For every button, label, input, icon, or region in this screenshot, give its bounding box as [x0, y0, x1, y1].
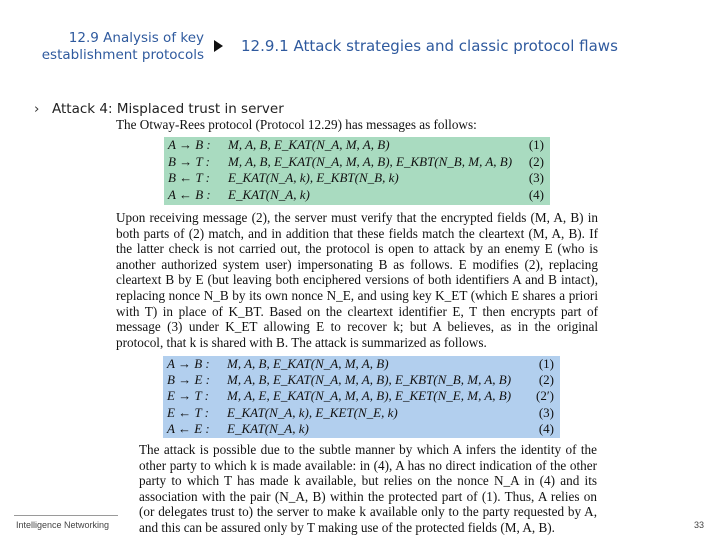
footer-text: Intelligence Networking: [16, 520, 110, 530]
message-row: [164, 187, 550, 204]
message-number: (4): [538, 420, 554, 436]
message-content: M, A, B, E_KAT(N_A, M, A, B), E_KBT(N_B, M, A, B): [227, 372, 512, 388]
message-content: M, A, B, E_KAT(N_A, M, A, B), E_KBT(N_B, M, A, B): [228, 153, 513, 169]
message-row: [163, 372, 560, 388]
message-number: (3): [538, 404, 554, 420]
message-direction: A ← B :: [168, 186, 211, 202]
message-direction: E → T :: [167, 388, 210, 404]
triangle-right-icon: [214, 40, 223, 52]
message-number: (2′): [535, 388, 554, 404]
message-content: M, A, E, E_KAT(N_A, M, A, B), E_KET(N_E, M, A, B): [227, 388, 512, 404]
message-row: [163, 405, 560, 421]
message-row: [164, 137, 550, 154]
chevron-right-icon: ›: [34, 101, 40, 117]
attack-explanation: The attack is possible due to the subtle manner by which A infers the identity of the other party to which k is made available: in (4), A has no direct indication of the other party to which T has made k available, but relies on the nonce N_A in (4) and its association with the pair (N_A, B) within the protected part of (1). Thus, A relies on (or delegates trust to) the server to make k available only to the party requested by A, and this can be assured only by T making use of the protected fields (M, A, B).: [139, 442, 597, 535]
message-number: (3): [528, 170, 544, 185]
message-direction: A → B :: [168, 137, 211, 152]
message-number: (1): [528, 137, 544, 152]
message-number: (4): [528, 186, 544, 202]
message-content: M, A, B, E_KAT(N_A, M, A, B): [227, 356, 389, 371]
message-direction: B ← T :: [168, 170, 211, 185]
footer-divider: [14, 515, 118, 516]
message-content: E_KAT(N_A, k): [228, 186, 310, 202]
message-row: [164, 154, 550, 171]
message-box-original: [164, 137, 550, 205]
message-direction: A → B :: [167, 356, 210, 371]
message-direction: A ← E :: [167, 420, 210, 436]
section-heading-line1: 12.9 Analysis of key: [68, 30, 204, 46]
message-direction: E ← T :: [167, 404, 210, 420]
message-row: [163, 356, 560, 372]
section-heading: [10, 30, 204, 64]
message-box-attack: [163, 356, 560, 438]
slide-title: 12.9.1 Attack strategies and classic protocol flaws: [241, 37, 618, 55]
bullet-text: Attack 4: Misplaced trust in server: [52, 101, 284, 117]
message-number: (2): [528, 153, 544, 169]
message-direction: B → E :: [167, 372, 210, 388]
message-content: M, A, B, E_KAT(N_A, M, A, B): [228, 137, 390, 152]
message-direction: B → T :: [168, 153, 211, 169]
message-content: E_KAT(N_A, k), E_KBT(N_B, k): [228, 170, 399, 185]
page-number: 33: [694, 520, 705, 530]
excerpt-intro: The Otway-Rees protocol (Protocol 12.29) has messages as follows:: [116, 117, 477, 132]
message-row: [164, 170, 550, 187]
message-number: (1): [538, 356, 554, 371]
message-row: [163, 388, 560, 404]
message-content: E_KAT(N_A, k): [227, 420, 309, 436]
message-number: (2): [538, 372, 554, 388]
message-row: [163, 421, 560, 437]
attack-description: Upon receiving message (2), the server must verify that the encrypted fields (M, A, B) in both parts of (2) match, and in addition that these fields match the cleartext (M, A, B). If the latter check is not carried out, the protocol is open to attack by an enemy E (who is another authorized system user) impersonating B as follows. E modifies (2), replacing cleartext B by E (but leaving both enciphered versions of both identifiers A and B intact), replacing nonce N_B by its own nonce N_E, and using key K_ET (which E shares a priori with T) in place of K_BT. Based on the cleartext identifier E, T then encrypts part of message (3) under K_ET allowing E to recover k; but A believes, as in the original protocol, that k is shared with B. The attack is summarized as follows.: [116, 210, 598, 350]
message-content: E_KAT(N_A, k), E_KET(N_E, k): [227, 404, 398, 420]
bullet-item: [34, 101, 284, 117]
section-heading-line2: establishment protocols: [41, 47, 204, 63]
